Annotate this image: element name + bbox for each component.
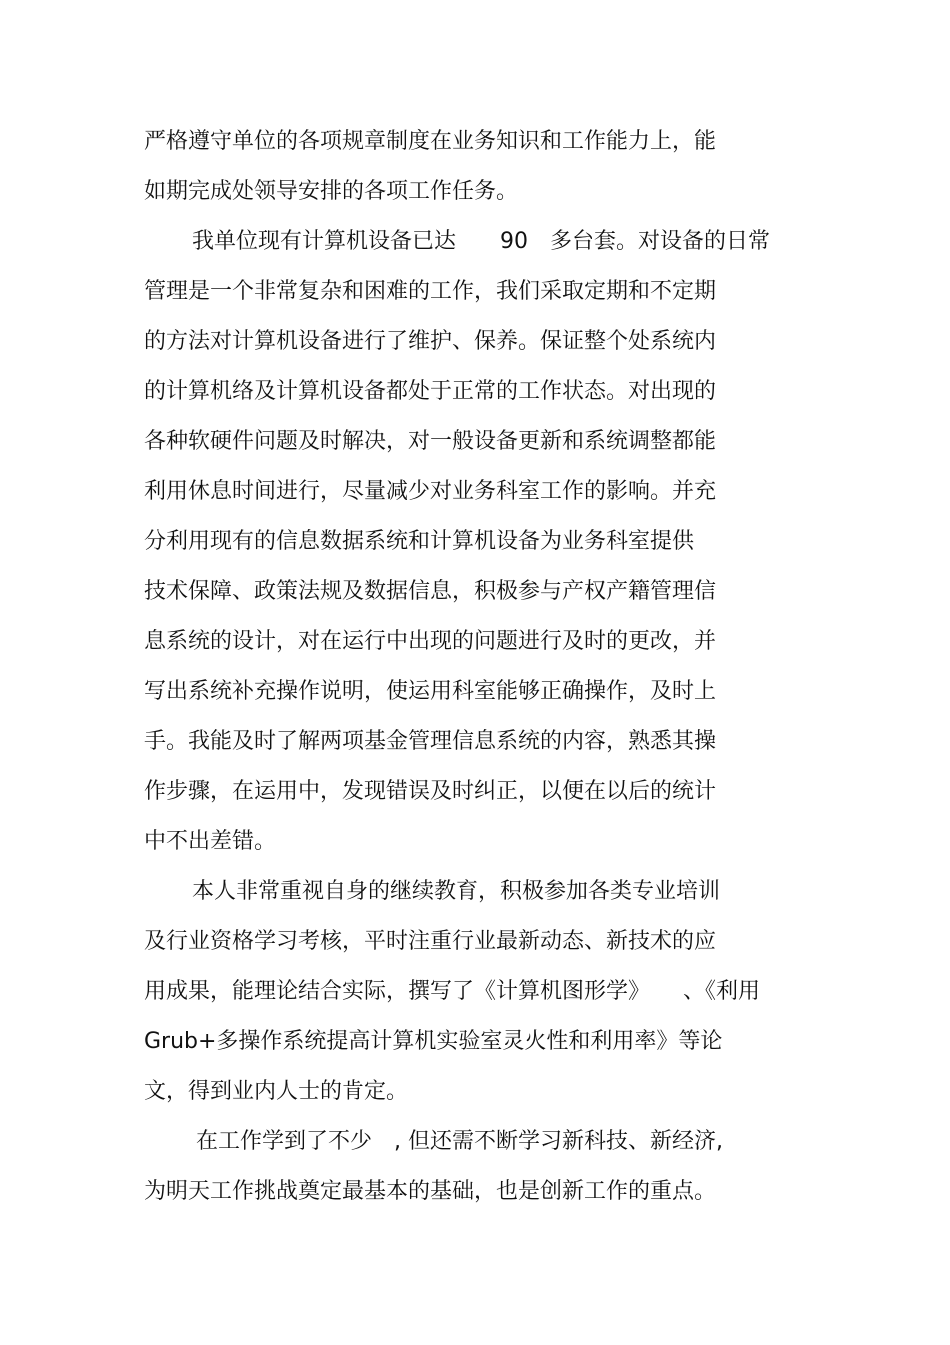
body-text-line: 中不出差错。 [144,829,277,854]
body-text-line: 写出系统补充操作说明，使运用科室能够正确操作，及时上 [144,679,717,704]
body-text-line: 及行业资格学习考核，平时注重行业最新动态、新技术的应 [144,929,717,954]
body-text-line: 用成果，能理论结合实际，撰写了《计算机图形学》 、《利用 [144,979,761,1004]
body-text-line: 文，得到业内人士的肯定。 [144,1079,409,1104]
body-text-line: 手。我能及时了解两项基金管理信息系统的内容，熟悉其操 [144,729,717,754]
body-text-line: 息系统的设计，对在运行中出现的问题进行及时的更改，并 [144,629,717,654]
body-text-line: Grub+多操作系统提高计算机实验室灵火性和利用率》等论 [144,1029,723,1054]
body-text-line: 如期完成处领导安排的各项工作任务。 [144,179,519,204]
body-text-line: 技术保障、政策法规及数据信息，积极参与产权产籍管理信 [144,579,717,604]
body-text-line: 各种软硬件问题及时解决，对一般设备更新和系统调整都能 [144,429,717,454]
paragraph-first-line: 我单位现有计算机设备已达 90 多台套。对设备的日常 [192,229,770,254]
paragraph-first-line: 本人非常重视自身的继续教育，积极参加各类专业培训 [192,879,721,904]
body-text-line: 的计算机络及计算机设备都处于正常的工作状态。对出现的 [144,379,717,404]
body-text-line: 利用休息时间进行，尽量减少对业务科室工作的影响。并充 [144,479,717,504]
body-text-line: 作步骤，在运用中，发现错误及时纠正，以便在以后的统计 [144,779,717,804]
body-text-line: 严格遵守单位的各项规章制度在业务知识和工作能力上，能 [144,129,717,154]
body-text-line: 分利用现有的信息数据系统和计算机设备为业务科室提供 [144,529,695,554]
paragraph-first-line: 在工作学到了不少 , 但还需不断学习新科技、新经济, [196,1129,723,1154]
body-text-line: 的方法对计算机设备进行了维护、保养。保证整个处系统内 [144,329,717,354]
body-text-line: 为明天工作挑战奠定最基本的基础，也是创新工作的重点。 [144,1179,717,1204]
body-text-line: 管理是一个非常复杂和困难的工作，我们采取定期和不定期 [144,279,717,304]
